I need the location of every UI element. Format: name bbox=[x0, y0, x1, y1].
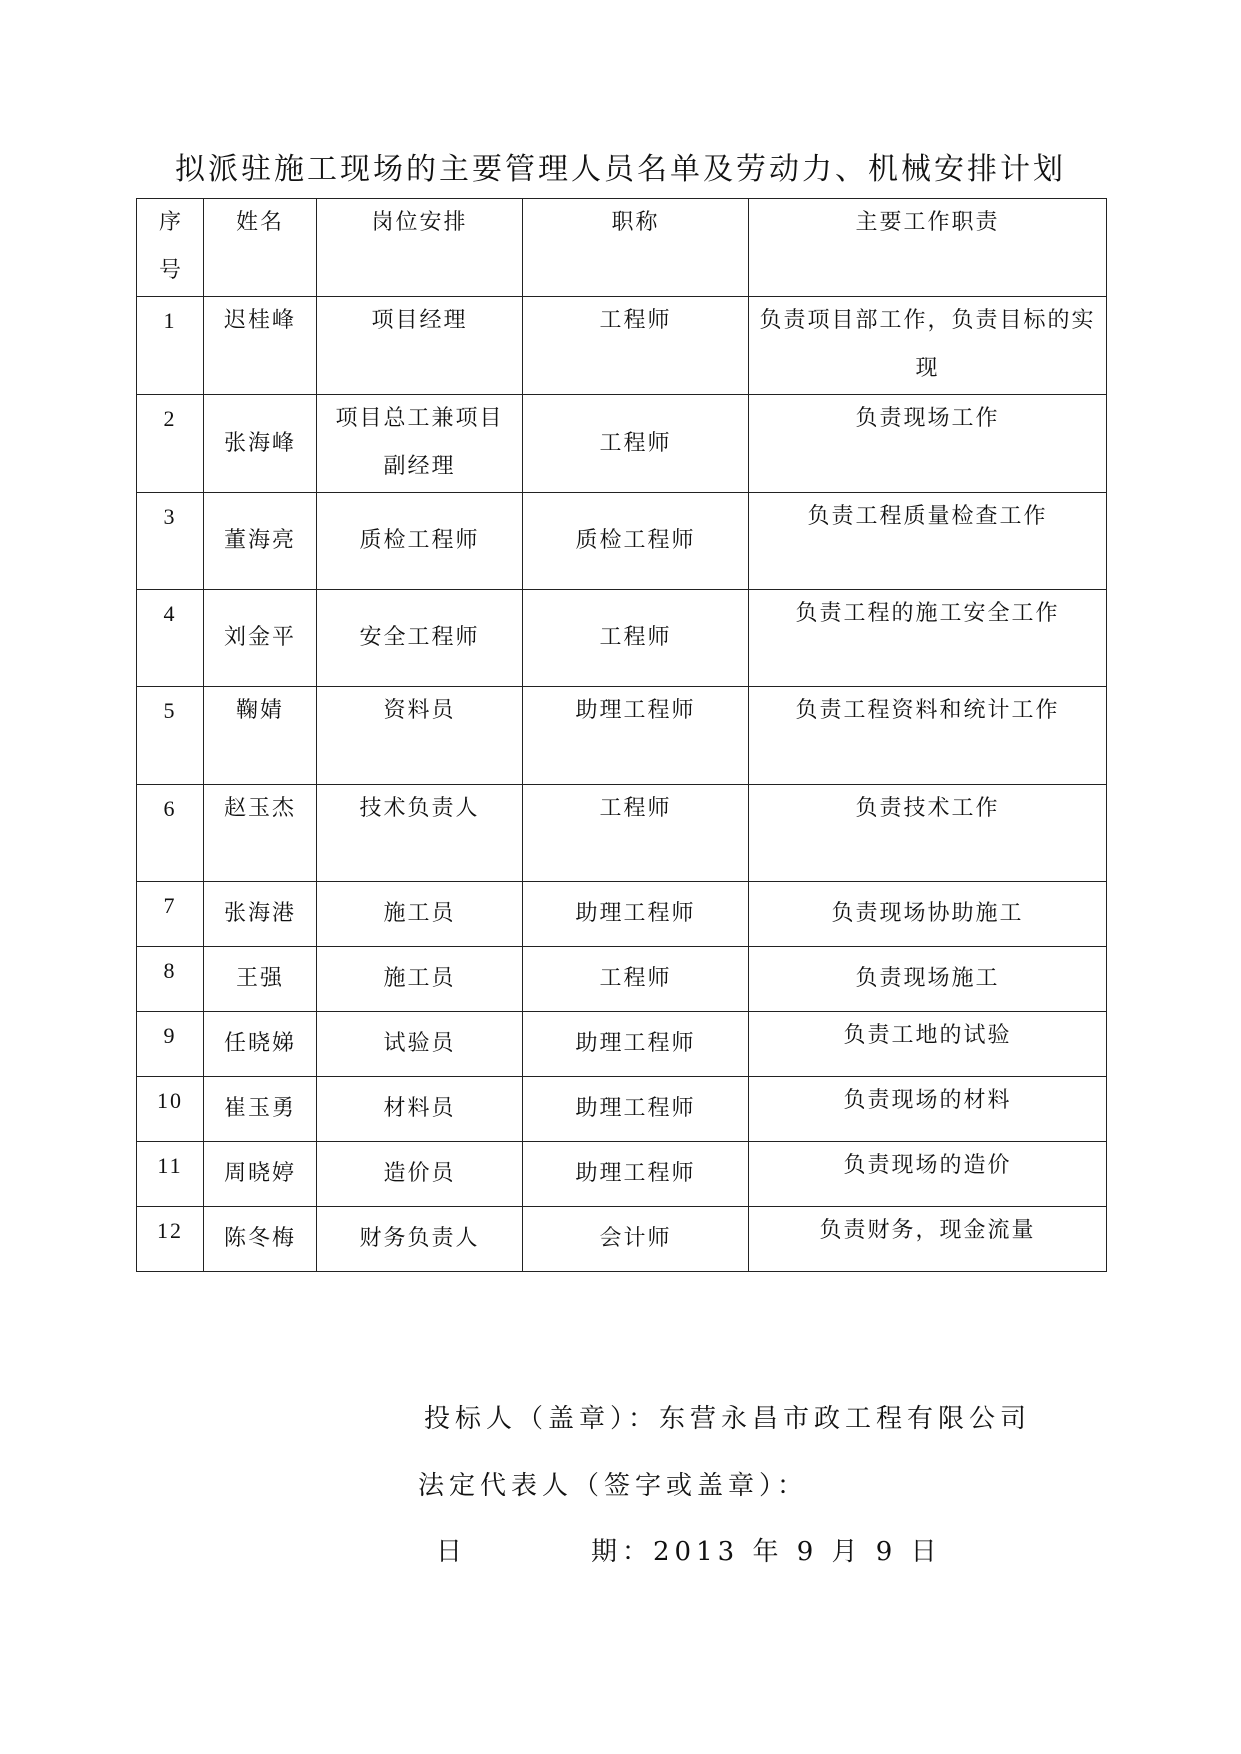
row-rank: 工程师 bbox=[523, 947, 749, 1012]
row-rank: 工程师 bbox=[523, 297, 749, 395]
row-seq: 11 bbox=[137, 1142, 204, 1207]
row-rank: 助理工程师 bbox=[523, 687, 749, 785]
date-line bbox=[436, 1535, 942, 1569]
row-duty: 负责现场的材料 bbox=[749, 1077, 1107, 1142]
row-seq: 12 bbox=[137, 1207, 204, 1272]
row-post: 项目经理 bbox=[317, 297, 523, 395]
row-rank: 助理工程师 bbox=[523, 1077, 749, 1142]
row-post: 技术负责人 bbox=[317, 785, 523, 882]
table-row bbox=[137, 493, 1107, 590]
row-post: 材料员 bbox=[317, 1077, 523, 1142]
row-seq: 4 bbox=[137, 590, 204, 687]
row-duty: 负责财务，现金流量 bbox=[749, 1207, 1107, 1272]
row-duty: 负责现场的造价 bbox=[749, 1142, 1107, 1207]
table-row bbox=[137, 1077, 1107, 1142]
table-row bbox=[137, 882, 1107, 947]
table-row bbox=[137, 590, 1107, 687]
row-post: 质检工程师 bbox=[317, 493, 523, 590]
row-name: 周晓婷 bbox=[204, 1142, 317, 1207]
row-duty: 负责工地的试验 bbox=[749, 1012, 1107, 1077]
row-duty: 负责现场协助施工 bbox=[749, 882, 1107, 947]
row-seq: 3 bbox=[137, 493, 204, 590]
row-name: 任晓娣 bbox=[204, 1012, 317, 1077]
row-post: 安全工程师 bbox=[317, 590, 523, 687]
row-name: 刘金平 bbox=[204, 590, 317, 687]
row-duty: 负责项目部工作，负责目标的实现 bbox=[749, 297, 1107, 395]
row-seq: 10 bbox=[137, 1077, 204, 1142]
row-post: 试验员 bbox=[317, 1012, 523, 1077]
table-row bbox=[137, 687, 1107, 785]
table-row bbox=[137, 947, 1107, 1012]
row-duty: 负责现场施工 bbox=[749, 947, 1107, 1012]
staff-table bbox=[136, 198, 1107, 1272]
header-name: 姓名 bbox=[204, 199, 317, 297]
table-row bbox=[137, 297, 1107, 395]
row-post: 施工员 bbox=[317, 882, 523, 947]
header-duty: 主要工作职责 bbox=[749, 199, 1107, 297]
row-name: 陈冬梅 bbox=[204, 1207, 317, 1272]
row-name: 张海港 bbox=[204, 882, 317, 947]
row-rank: 助理工程师 bbox=[523, 1142, 749, 1207]
row-seq: 6 bbox=[137, 785, 204, 882]
row-name: 崔玉勇 bbox=[204, 1077, 317, 1142]
row-seq: 5 bbox=[137, 687, 204, 785]
row-name: 鞠婧 bbox=[204, 687, 317, 785]
row-duty: 负责现场工作 bbox=[749, 395, 1107, 493]
row-post: 施工员 bbox=[317, 947, 523, 1012]
row-duty: 负责工程质量检查工作 bbox=[749, 493, 1107, 590]
table-row bbox=[137, 1012, 1107, 1077]
row-seq: 8 bbox=[137, 947, 204, 1012]
row-post: 项目总工兼项目副经理 bbox=[317, 395, 523, 493]
row-rank: 会计师 bbox=[523, 1207, 749, 1272]
table-header-row bbox=[137, 199, 1107, 297]
page-title: 拟派驻施工现场的主要管理人员名单及劳动力、机械安排计划 bbox=[175, 152, 1066, 187]
legal-rep-line: 法定代表人（签字或盖章）： bbox=[418, 1471, 809, 1501]
row-seq: 2 bbox=[137, 395, 204, 493]
row-duty: 负责工程的施工安全工作 bbox=[749, 590, 1107, 687]
date-value: 2013 年 9 月 9 日 bbox=[653, 1537, 942, 1567]
row-rank: 工程师 bbox=[523, 395, 749, 493]
row-seq: 1 bbox=[137, 297, 204, 395]
row-name: 赵玉杰 bbox=[204, 785, 317, 882]
row-rank: 工程师 bbox=[523, 785, 749, 882]
row-name: 迟桂峰 bbox=[204, 297, 317, 395]
row-rank: 质检工程师 bbox=[523, 493, 749, 590]
row-rank: 助理工程师 bbox=[523, 882, 749, 947]
header-seq: 序号 bbox=[137, 199, 204, 297]
row-rank: 工程师 bbox=[523, 590, 749, 687]
table-row bbox=[137, 1207, 1107, 1272]
row-post: 资料员 bbox=[317, 687, 523, 785]
row-post: 财务负责人 bbox=[317, 1207, 523, 1272]
header-post: 岗位安排 bbox=[317, 199, 523, 297]
table-row bbox=[137, 785, 1107, 882]
row-seq: 9 bbox=[137, 1012, 204, 1077]
row-rank: 助理工程师 bbox=[523, 1012, 749, 1077]
header-rank: 职称 bbox=[523, 199, 749, 297]
row-post: 造价员 bbox=[317, 1142, 523, 1207]
row-name: 董海亮 bbox=[204, 493, 317, 590]
row-name: 张海峰 bbox=[204, 395, 317, 493]
table-row bbox=[137, 1142, 1107, 1207]
row-duty: 负责技术工作 bbox=[749, 785, 1107, 882]
bidder-line: 投标人（盖章）：东营永昌市政工程有限公司 bbox=[424, 1404, 1032, 1434]
date-label: 日 期： bbox=[436, 1537, 654, 1567]
row-seq: 7 bbox=[137, 882, 204, 947]
row-name: 王强 bbox=[204, 947, 317, 1012]
row-duty: 负责工程资料和统计工作 bbox=[749, 687, 1107, 785]
table-row bbox=[137, 395, 1107, 493]
